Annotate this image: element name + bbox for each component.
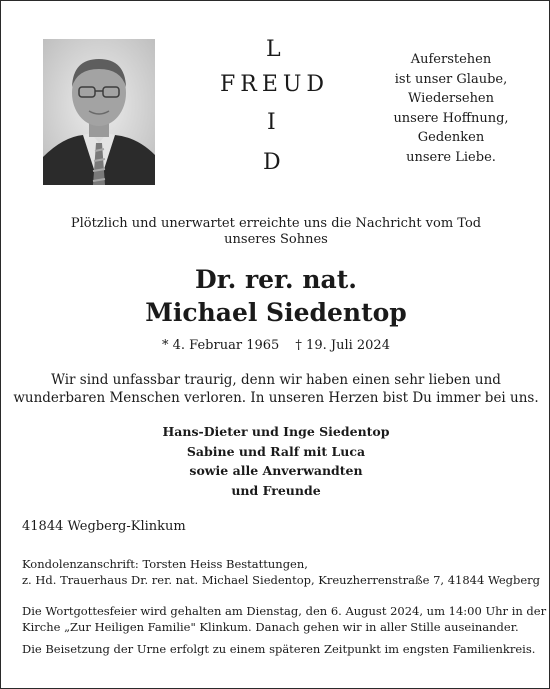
service-line: Kirche „Zur Heiligen Familie" Klinkum. Danach gehen wir in aller Stille auseinander. bbox=[22, 620, 519, 634]
mourner-line: Hans-Dieter und Inge Siedentop bbox=[162, 424, 390, 439]
cross-letter-l: L bbox=[266, 37, 283, 62]
deceased-name-block bbox=[1, 263, 550, 329]
burial-info: Die Beisetzung der Urne erfolgt zu einem späteren Zeitpunkt im engsten Familienkreis. bbox=[22, 642, 536, 656]
condolence-line: z. Hd. Trauerhaus Dr. rer. nat. Michael Siedentop, Kreuzherrenstraße 7, 41844 Wegberg bbox=[22, 572, 541, 587]
intro-text bbox=[1, 216, 550, 248]
mourners-list bbox=[1, 422, 550, 500]
birth-date: * 4. Februar 1965 bbox=[162, 338, 280, 353]
condolence-line: Kondolenzanschrift: Torsten Heiss Bestattungen, bbox=[22, 557, 308, 571]
intro-line: Plötzlich und unerwartet erreichte uns die Nachricht vom Tod bbox=[70, 216, 482, 231]
poem-line: Gedenken bbox=[417, 130, 485, 145]
cross-word-freud: FREUD bbox=[220, 72, 330, 97]
condolence-address bbox=[22, 557, 541, 588]
deceased-name: Michael Siedentop bbox=[145, 298, 407, 327]
intro-line: unseres Sohnes bbox=[224, 232, 328, 247]
mourning-message bbox=[1, 371, 550, 407]
poem-line: unsere Liebe. bbox=[406, 149, 496, 165]
poem-line: Wiedersehen bbox=[407, 91, 495, 106]
mourner-line: Sabine und Ralf mit Luca bbox=[186, 443, 366, 459]
poem-line: ist unser Glaube, bbox=[394, 71, 508, 87]
poem-verse bbox=[381, 50, 521, 167]
cross-letter-d: D bbox=[263, 150, 281, 175]
poem-line: Auferstehen bbox=[410, 52, 492, 67]
death-date: † 19. Juli 2024 bbox=[295, 338, 390, 353]
mourner-line: sowie alle Anverwandten bbox=[189, 463, 363, 478]
service-info bbox=[22, 603, 547, 635]
deceased-title: Dr. rer. nat. bbox=[195, 265, 357, 294]
service-line: Die Wortgottesfeier wird gehalten am Dienstag, den 6. August 2024, um 14:00 Uhr in der bbox=[22, 604, 547, 618]
place-line: 41844 Wegberg-Klinkum bbox=[22, 519, 186, 534]
cross-letter-i: I bbox=[267, 110, 276, 135]
poem-line: unsere Hoffnung, bbox=[393, 110, 509, 126]
message-line: Wir sind unfassbar traurig, denn wir haben einen sehr lieben und bbox=[51, 372, 501, 388]
life-dates bbox=[1, 338, 550, 353]
mourner-line: und Freunde bbox=[231, 482, 321, 498]
message-line: wunderbaren Menschen verloren. In unseren Herzen bist Du immer bei uns. bbox=[13, 390, 539, 406]
